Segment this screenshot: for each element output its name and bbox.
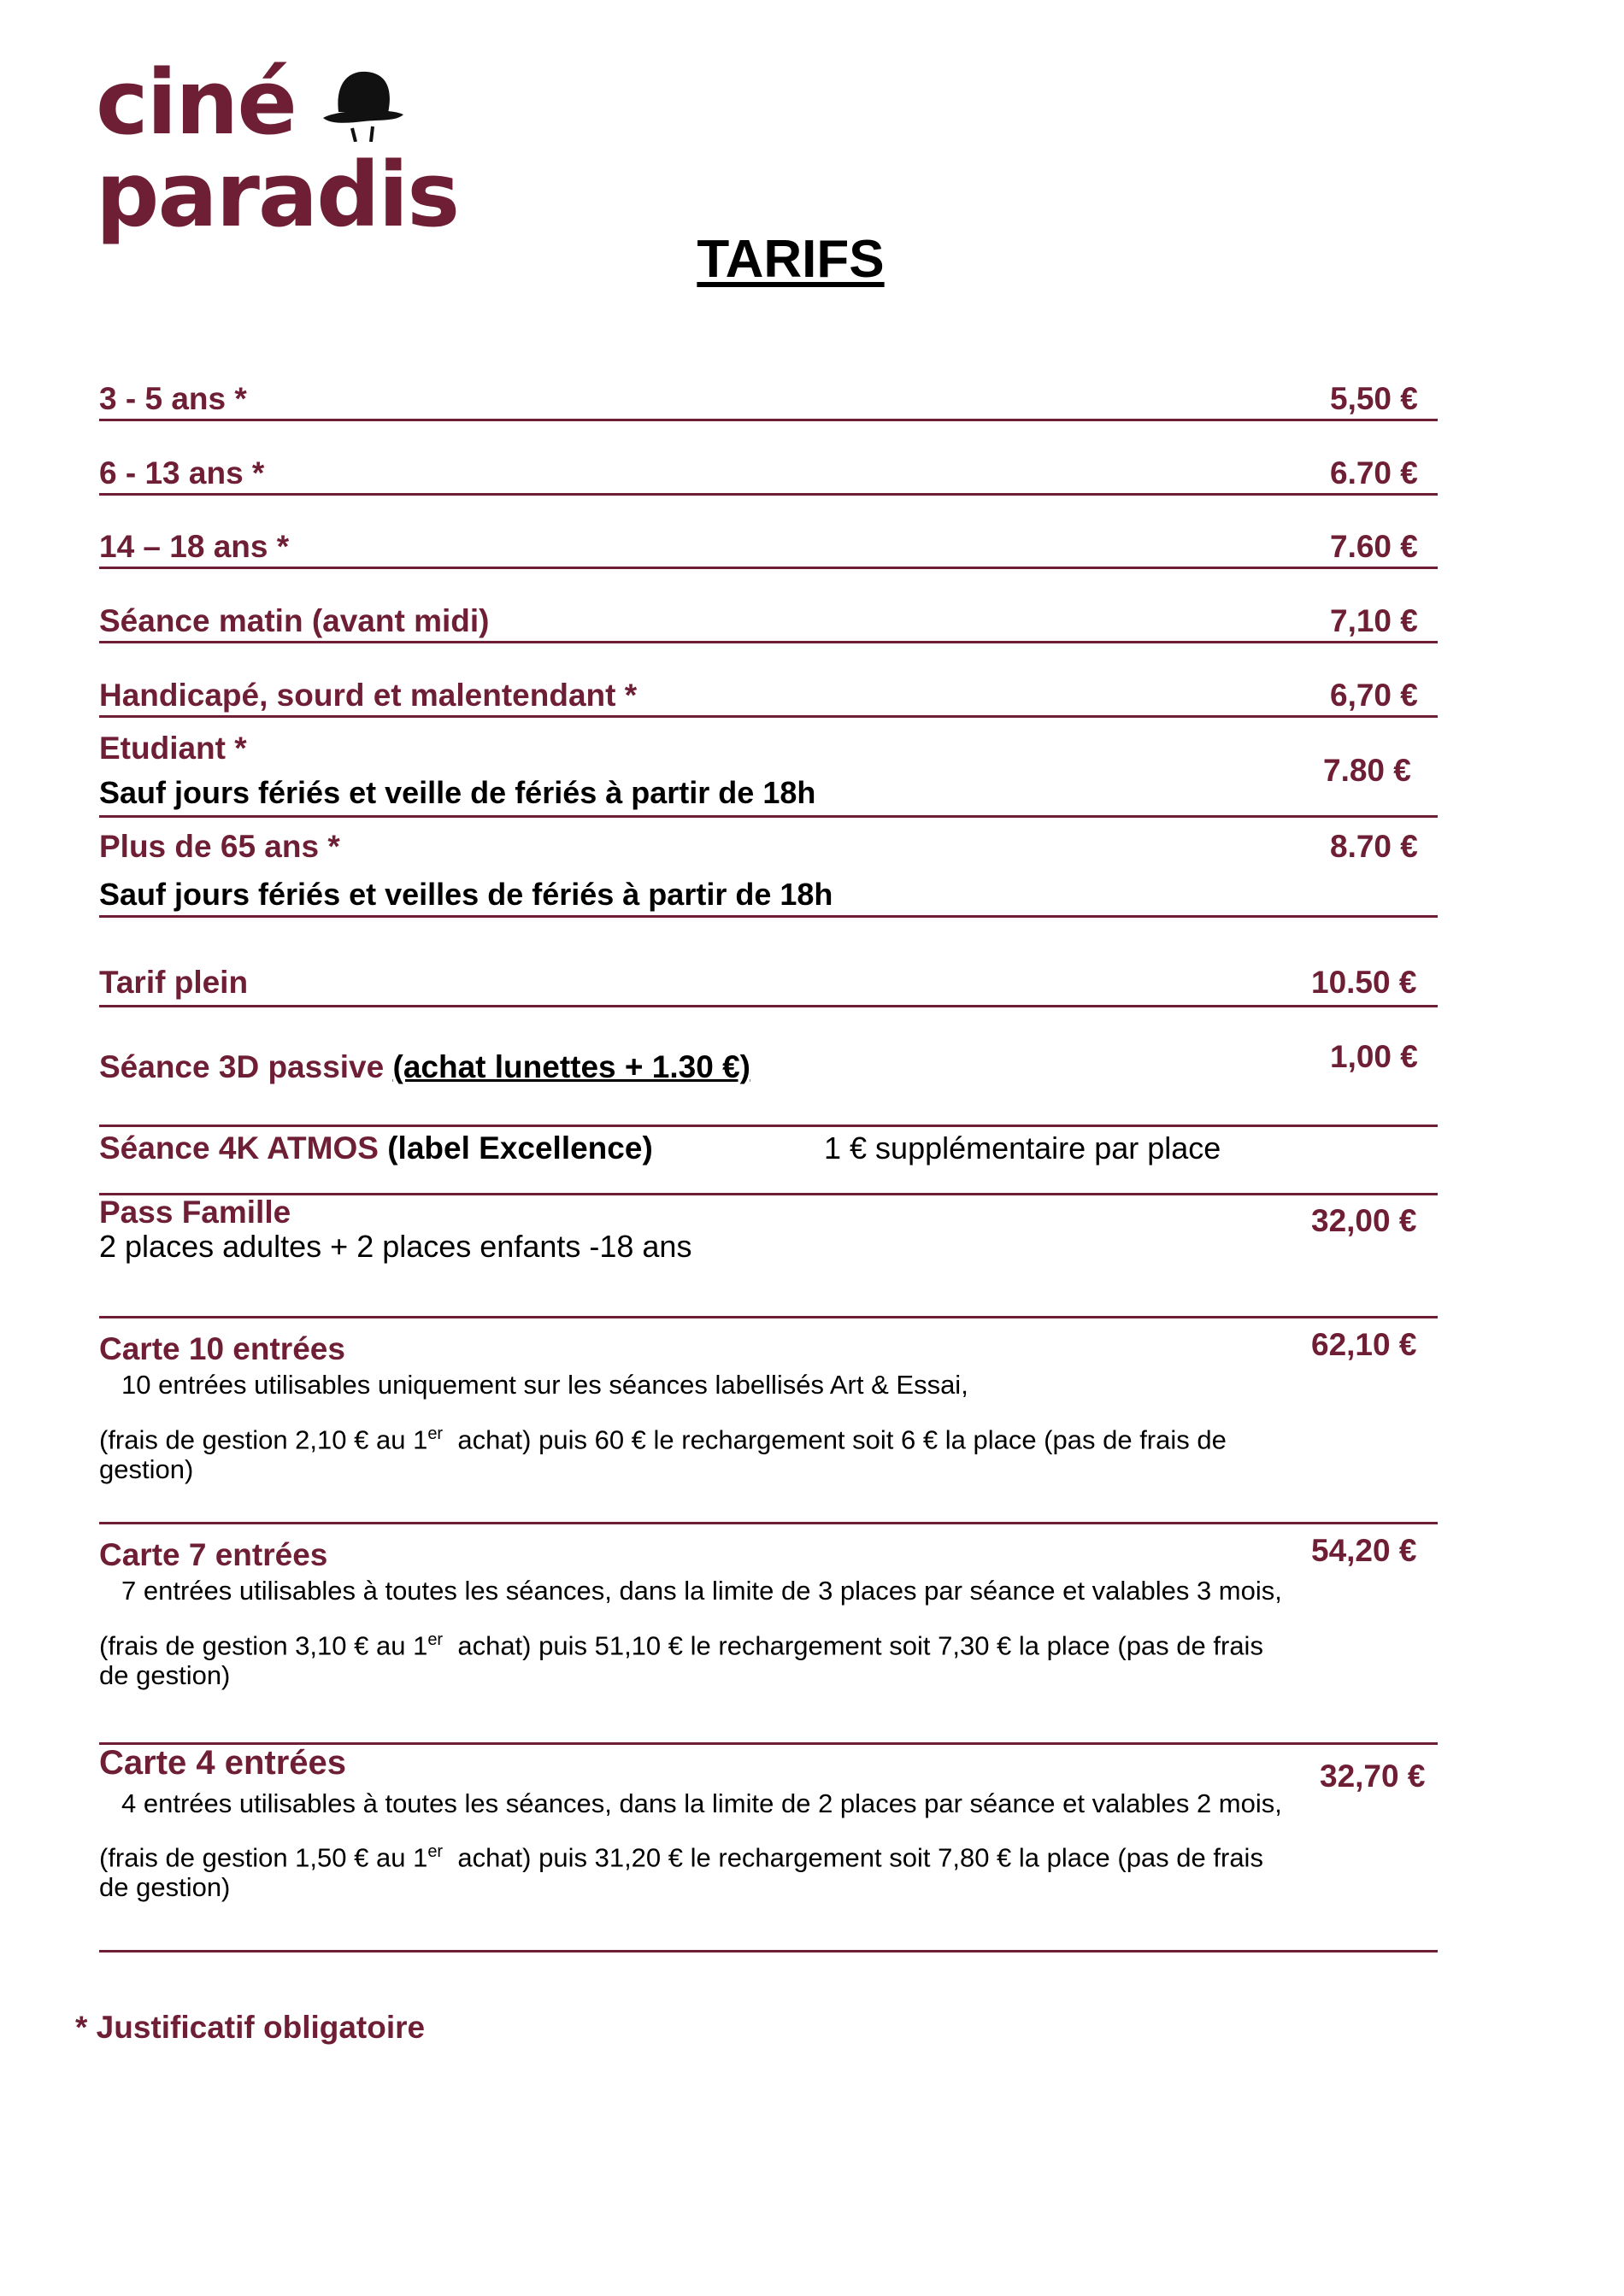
row-desc-sup: er	[427, 1630, 444, 1649]
row-desc-line: 7 entrées utilisables à toutes les séances, dans la limite de 3 places par séance et valables 3 mois,	[121, 1576, 1282, 1606]
row-label-extra: (label Excellence)	[387, 1130, 653, 1166]
divider	[99, 493, 1438, 496]
row-price: 6.70 €	[1330, 455, 1418, 490]
price-row-card-10	[99, 1327, 1438, 1489]
price-row-morning	[99, 603, 1438, 646]
row-note: Sauf jours fériés et veille de fériés à partir de 18h	[99, 775, 816, 810]
row-note: Sauf jours fériés et veilles de fériés à partir de 18h	[99, 877, 833, 912]
row-price: 7.60 €	[1330, 529, 1418, 564]
row-desc-line	[99, 1834, 1263, 1876]
row-price: 62,10 €	[1311, 1327, 1417, 1362]
row-label: 14 – 18 ans *	[99, 529, 290, 564]
row-desc-line	[99, 1416, 1227, 1458]
price-row-card-7	[99, 1533, 1438, 1695]
row-desc-part: achat) puis 60 € le rechargement soit 6 € la place (pas de frais de	[443, 1424, 1227, 1455]
page-title: TARIFS	[697, 230, 885, 289]
row-desc-line: gestion)	[99, 1454, 194, 1484]
row-desc-line: de gestion)	[99, 1660, 231, 1690]
row-price: 10.50 €	[1311, 965, 1417, 1000]
price-row-card-4	[99, 1740, 1438, 1911]
row-label	[99, 1049, 750, 1085]
price-row-handicap	[99, 678, 1438, 720]
row-label-text: Séance 3D passive	[99, 1049, 385, 1084]
footnote: * Justificatif obligatoire	[75, 2010, 426, 2045]
row-label: Carte 10 entrées	[99, 1331, 345, 1366]
row-desc-part: (frais de gestion 2,10 € au 1	[99, 1424, 428, 1455]
logo-line-1: ciné	[96, 50, 296, 155]
row-price: 8.70 €	[1330, 829, 1418, 864]
row-price: 6,70 €	[1330, 678, 1418, 713]
row-label	[99, 1130, 653, 1166]
row-price: 32,70 €	[1320, 1759, 1426, 1794]
row-desc-part: (frais de gestion 1,50 € au 1	[99, 1842, 428, 1873]
divider	[99, 419, 1438, 421]
row-label-extra: (achat lunettes + 1.30 €)	[392, 1049, 750, 1084]
row-desc-line: 4 entrées utilisables à toutes les séances, dans la limite de 2 places par séance et valables 2 mois,	[121, 1788, 1282, 1818]
price-row-student	[99, 731, 1438, 816]
price-row-4k	[99, 1130, 1438, 1173]
divider	[99, 1950, 1438, 1952]
row-desc-line: de gestion)	[99, 1872, 231, 1902]
price-row-senior	[99, 829, 1438, 923]
row-price: 7,10 €	[1330, 603, 1418, 638]
divider	[99, 715, 1438, 718]
row-label: Carte 4 entrées	[99, 1744, 347, 1782]
row-desc-sup: er	[427, 1424, 444, 1443]
row-desc-sup: er	[427, 1842, 444, 1861]
row-desc-part: achat) puis 51,10 € le rechargement soit 7,30 € la place (pas de frais	[443, 1630, 1263, 1661]
price-row-3d	[99, 1039, 1438, 1090]
price-row-3-5	[99, 381, 1438, 424]
logo-line-2: paradis	[96, 143, 459, 247]
row-label: Handicapé, sourd et malentendant *	[99, 678, 638, 713]
row-price: 1,00 €	[1330, 1039, 1418, 1074]
row-label: Carte 7 entrées	[99, 1537, 328, 1572]
divider	[99, 641, 1438, 643]
row-label: Plus de 65 ans *	[99, 829, 340, 864]
bowler-hat-icon	[320, 65, 405, 142]
row-label: 6 - 13 ans *	[99, 455, 265, 490]
divider	[99, 1125, 1438, 1127]
row-note: 2 places adultes + 2 places enfants -18 ans	[99, 1229, 692, 1264]
price-row-family-pass	[99, 1195, 1438, 1263]
row-price: 5,50 €	[1330, 381, 1418, 416]
row-label: Etudiant *	[99, 731, 247, 766]
row-label: Tarif plein	[99, 965, 249, 1000]
row-label-text: Séance 4K ATMOS	[99, 1130, 379, 1166]
divider	[99, 567, 1438, 569]
row-price: 32,00 €	[1311, 1203, 1417, 1238]
logo	[96, 50, 459, 247]
row-desc-line	[99, 1622, 1263, 1664]
divider	[99, 1522, 1438, 1524]
divider	[99, 1005, 1438, 1007]
divider	[99, 1316, 1438, 1318]
divider	[99, 815, 1438, 818]
row-desc-part: (frais de gestion 3,10 € au 1	[99, 1630, 428, 1661]
row-price: 7.80 €	[1323, 753, 1411, 788]
price-row-14-18	[99, 529, 1438, 572]
row-desc-part: achat) puis 31,20 € le rechargement soit 7,80 € la place (pas de frais	[443, 1842, 1263, 1873]
row-price: 54,20 €	[1311, 1533, 1417, 1568]
divider	[99, 915, 1438, 918]
row-label: Séance matin (avant midi)	[99, 603, 490, 638]
row-label: 3 - 5 ans *	[99, 381, 247, 416]
row-note: 1 € supplémentaire par place	[824, 1130, 1221, 1166]
row-label: Pass Famille	[99, 1195, 291, 1230]
price-row-full	[99, 965, 1438, 1007]
price-row-6-13	[99, 455, 1438, 498]
row-desc-line: 10 entrées utilisables uniquement sur les séances labellisés Art & Essai,	[121, 1370, 968, 1400]
